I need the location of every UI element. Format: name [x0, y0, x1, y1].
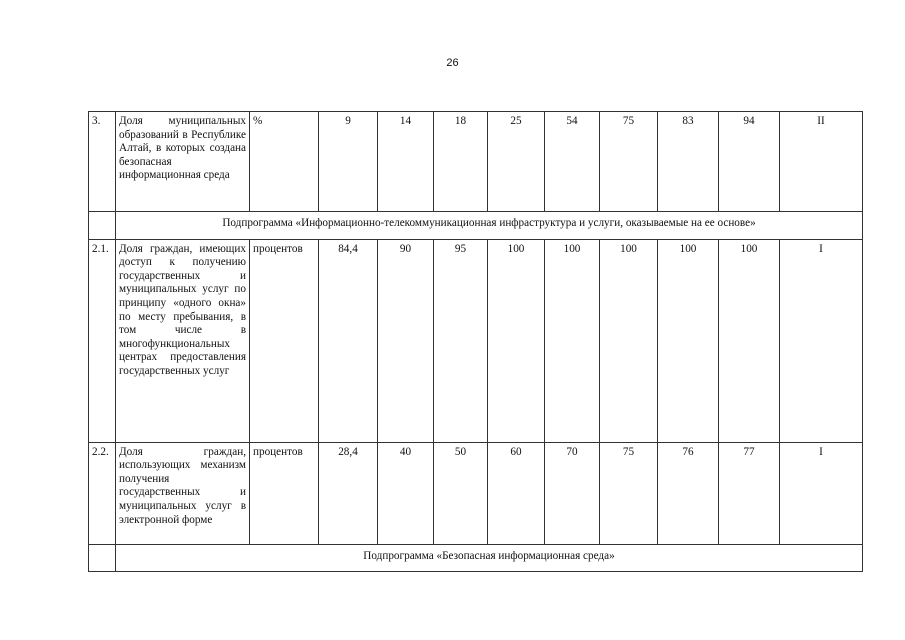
- unit-cell: процентов: [250, 442, 319, 544]
- value-cell: 90: [378, 239, 434, 442]
- value-cell: 70: [545, 442, 600, 544]
- row-number: 3.: [89, 112, 116, 212]
- value-cell: 84,4: [319, 239, 378, 442]
- table-row: [89, 112, 863, 212]
- value-cell: 28,4: [319, 442, 378, 544]
- value-cell: 100: [600, 239, 658, 442]
- subprogram-row: [89, 212, 863, 240]
- value-cell: 100: [658, 239, 719, 442]
- value-cell: 100: [488, 239, 545, 442]
- category-cell: II: [780, 112, 863, 212]
- value-cell: 76: [658, 442, 719, 544]
- indicators-table: [88, 111, 863, 572]
- value-cell: 77: [719, 442, 780, 544]
- subprogram-row: [89, 544, 863, 572]
- value-cell: 18: [434, 112, 488, 212]
- table-row: [89, 239, 863, 442]
- value-cell: 100: [719, 239, 780, 442]
- value-cell: 94: [719, 112, 780, 212]
- value-cell: 75: [600, 442, 658, 544]
- value-cell: 14: [378, 112, 434, 212]
- unit-cell: процентов: [250, 239, 319, 442]
- value-cell: 83: [658, 112, 719, 212]
- value-cell: 9: [319, 112, 378, 212]
- category-cell: I: [780, 239, 863, 442]
- value-cell: 54: [545, 112, 600, 212]
- value-cell: 60: [488, 442, 545, 544]
- value-cell: 40: [378, 442, 434, 544]
- page-number: 26: [446, 57, 459, 69]
- value-cell: 25: [488, 112, 545, 212]
- indicator-name: Доля граждан, имеющих доступ к получению государственных и муниципальных услуг по принципу «одного окна» по месту пребывания, в том числе в многофункциональных центрах предоставления государственных услуг: [116, 239, 250, 442]
- empty-number-cell: [89, 212, 116, 240]
- subprogram-title: Подпрограмма «Информационно-телекоммуникационная инфраструктура и услуги, оказываемые на ее основе»: [116, 212, 863, 240]
- empty-number-cell: [89, 544, 116, 572]
- category-cell: I: [780, 442, 863, 544]
- value-cell: 100: [545, 239, 600, 442]
- value-cell: 50: [434, 442, 488, 544]
- unit-cell: %: [250, 112, 319, 212]
- row-number: 2.1.: [89, 239, 116, 442]
- indicator-name: Доля граждан, использующих механизм получения государственных и муниципальных услуг в электронной форме: [116, 442, 250, 544]
- table-row: [89, 442, 863, 544]
- subprogram-title: Подпрограмма «Безопасная информационная среда»: [116, 544, 863, 572]
- value-cell: 75: [600, 112, 658, 212]
- row-number: 2.2.: [89, 442, 116, 544]
- value-cell: 95: [434, 239, 488, 442]
- indicator-name: Доля муниципальных образований в Республике Алтай, в которых создана безопасная информационная среда: [116, 112, 250, 212]
